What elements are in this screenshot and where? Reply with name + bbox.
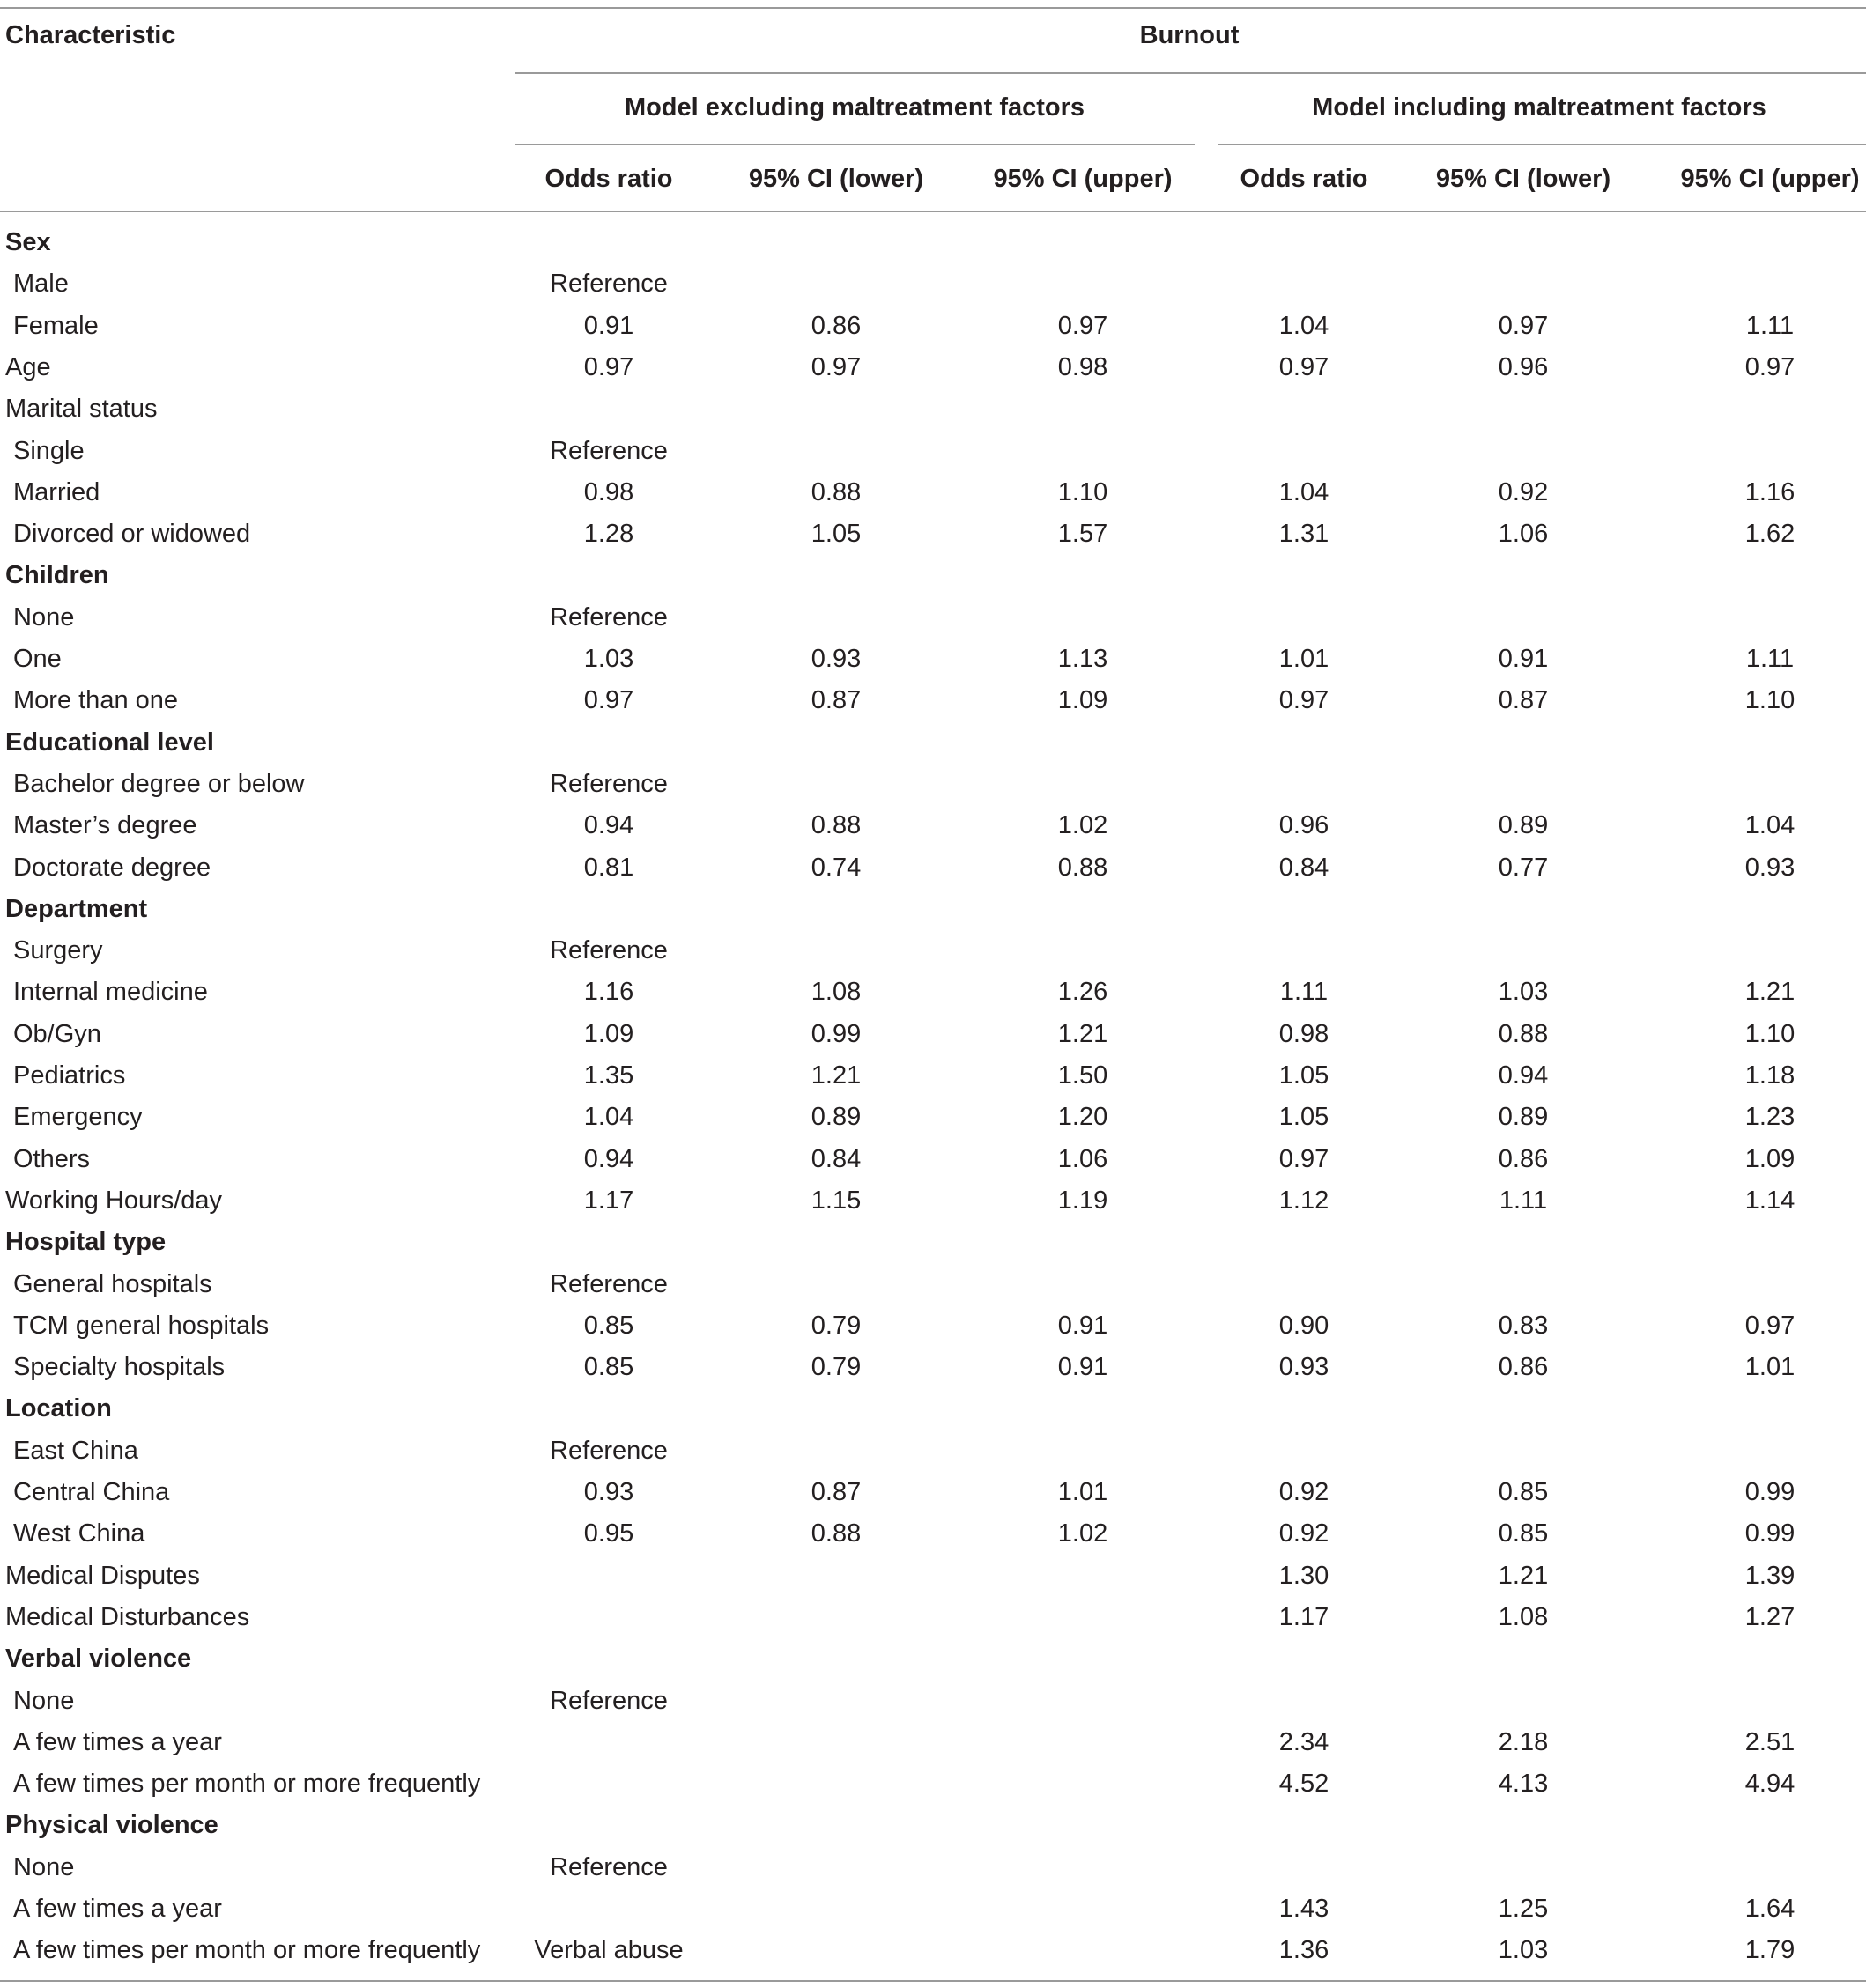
table-cell: 0.98 <box>1278 1020 1329 1048</box>
table-cell: 0.92 <box>1498 478 1549 506</box>
table-cell: 0.89 <box>1498 811 1549 839</box>
table-cell: 0.74 <box>811 854 862 882</box>
table-cell: 1.62 <box>1744 520 1796 548</box>
table-cell: Reference <box>550 1853 668 1881</box>
table-cell: 0.97 <box>1744 1312 1796 1340</box>
table-cell: 1.21 <box>1744 978 1796 1006</box>
table-cell: 1.28 <box>583 520 634 548</box>
table-cell: 1.09 <box>583 1020 634 1048</box>
table-cell: 0.95 <box>583 1519 634 1548</box>
table-cell: 1.11 <box>1745 312 1795 340</box>
table-cell: 0.86 <box>1498 1145 1549 1173</box>
table-cell: 1.01 <box>1744 1353 1796 1381</box>
row-label: Married <box>13 478 100 506</box>
table-cell: 1.14 <box>1744 1186 1796 1215</box>
table-cell: 1.21 <box>1057 1020 1108 1048</box>
table-cell: 0.93 <box>1744 854 1796 882</box>
section-label: Educational level <box>5 728 214 757</box>
table-cell: 0.83 <box>1498 1312 1549 1340</box>
row-label: Working Hours/day <box>5 1186 223 1215</box>
table-cell: 0.91 <box>1057 1353 1108 1381</box>
header-col-ci-lower-incl: 95% CI (lower) <box>1435 165 1611 193</box>
table-cell: 1.05 <box>1278 1103 1329 1131</box>
table-cell: 1.06 <box>1057 1145 1108 1173</box>
table-cell: 0.87 <box>811 686 862 714</box>
section-label: Department <box>5 895 148 923</box>
row-label: Marital status <box>5 395 158 423</box>
table-cell: 1.36 <box>1278 1936 1329 1964</box>
table-cell: 0.97 <box>1744 353 1796 381</box>
table-cell: 0.97 <box>811 353 862 381</box>
table-cell: Reference <box>550 936 668 964</box>
table-cell: 2.51 <box>1744 1728 1796 1756</box>
row-label: Master’s degree <box>13 811 197 839</box>
row-label: Bachelor degree or below <box>13 770 305 798</box>
table-cell: 0.79 <box>811 1312 862 1340</box>
table-cell: 1.25 <box>1498 1895 1549 1923</box>
row-label: West China <box>13 1519 145 1548</box>
model-excluding-underline <box>515 144 1195 145</box>
table-cell: 1.21 <box>1498 1562 1549 1590</box>
header-col-ci-upper-incl: 95% CI (upper) <box>1680 165 1860 193</box>
table-cell: 1.03 <box>1498 1936 1549 1964</box>
header-col-odds-ratio-incl: Odds ratio <box>1240 165 1368 193</box>
header-model-including: Model including maltreatment factors <box>1312 93 1766 122</box>
header-characteristic: Characteristic <box>5 21 176 49</box>
table-cell: Reference <box>550 1270 668 1298</box>
table-cell: 1.18 <box>1744 1061 1796 1090</box>
table-cell: 0.99 <box>1744 1519 1796 1548</box>
table-cell: 0.99 <box>811 1020 862 1048</box>
section-label: Children <box>5 561 109 589</box>
table-cell: 1.11 <box>1745 645 1795 673</box>
table-cell: 1.03 <box>1498 978 1549 1006</box>
table-cell: 1.09 <box>1057 686 1108 714</box>
header-col-ci-upper-excl: 95% CI (upper) <box>993 165 1173 193</box>
table-cell: 0.89 <box>811 1103 862 1131</box>
table-cell: 1.57 <box>1057 520 1108 548</box>
table-cell: 0.97 <box>1278 353 1329 381</box>
row-label: A few times a year <box>13 1728 222 1756</box>
table-cell: 0.91 <box>1057 1312 1108 1340</box>
row-label: Doctorate degree <box>13 854 211 882</box>
row-label: Divorced or widowed <box>13 520 251 548</box>
table-cell: 1.64 <box>1744 1895 1796 1923</box>
table-bottom-rule <box>0 1980 1866 1982</box>
table-cell: Reference <box>550 437 668 465</box>
table-cell: 1.26 <box>1057 978 1108 1006</box>
header-burnout: Burnout <box>1139 21 1240 49</box>
row-label: More than one <box>13 686 179 714</box>
table-top-rule <box>0 7 1866 9</box>
table-cell: 0.96 <box>1278 811 1329 839</box>
table-cell: 1.35 <box>583 1061 634 1090</box>
table-cell: 4.94 <box>1744 1770 1796 1798</box>
table-cell: 0.99 <box>1744 1478 1796 1506</box>
table-cell: 0.94 <box>583 811 634 839</box>
table-cell: 0.98 <box>1057 353 1108 381</box>
row-label: Internal medicine <box>13 978 208 1006</box>
table-cell: 1.20 <box>1057 1103 1108 1131</box>
table-cell: 0.97 <box>1278 686 1329 714</box>
section-label: Hospital type <box>5 1228 167 1256</box>
row-label: Female <box>13 312 99 340</box>
table-cell: 0.91 <box>1498 645 1549 673</box>
table-cell: 0.96 <box>1498 353 1549 381</box>
table-cell: Reference <box>550 270 668 298</box>
table-cell: 0.97 <box>583 353 634 381</box>
row-label: Medical Disturbances <box>5 1603 250 1631</box>
row-label: A few times per month or more frequently <box>13 1770 481 1798</box>
table-cell: 0.87 <box>1498 686 1549 714</box>
table-cell: 1.16 <box>583 978 634 1006</box>
header-model-excluding: Model excluding maltreatment factors <box>624 93 1085 122</box>
header-col-ci-lower-excl: 95% CI (lower) <box>748 165 924 193</box>
header-bottom-rule <box>0 211 1866 212</box>
table-cell: 4.13 <box>1498 1770 1549 1798</box>
section-label: Sex <box>5 228 51 256</box>
row-label: General hospitals <box>13 1270 212 1298</box>
table-cell: 0.85 <box>583 1312 634 1340</box>
table-cell: 1.12 <box>1278 1186 1329 1215</box>
table-cell: 0.86 <box>811 312 862 340</box>
row-label: A few times a year <box>13 1895 222 1923</box>
row-label: East China <box>13 1437 138 1465</box>
table-cell: 1.27 <box>1744 1603 1796 1631</box>
table-cell: 1.04 <box>1278 478 1329 506</box>
table-cell: 1.23 <box>1744 1103 1796 1131</box>
table-cell: 1.08 <box>811 978 862 1006</box>
table-cell: 1.15 <box>811 1186 862 1215</box>
table-cell: 1.10 <box>1057 478 1108 506</box>
row-label: Pediatrics <box>13 1061 126 1090</box>
table-cell: 0.85 <box>583 1353 634 1381</box>
header-col-odds-ratio-excl: Odds ratio <box>544 165 673 193</box>
table-cell: 1.50 <box>1057 1061 1108 1090</box>
table-cell: 0.85 <box>1498 1519 1549 1548</box>
table-cell: 1.05 <box>811 520 862 548</box>
row-label: Ob/Gyn <box>13 1020 101 1048</box>
table-cell: 0.84 <box>1278 854 1329 882</box>
table-cell: 0.88 <box>1498 1020 1549 1048</box>
burnout-underline <box>515 72 1866 74</box>
row-label: One <box>13 645 62 673</box>
table-cell: 1.11 <box>1499 1186 1548 1215</box>
table-cell: 1.21 <box>811 1061 862 1090</box>
row-label: TCM general hospitals <box>13 1312 270 1340</box>
table-cell: 0.90 <box>1278 1312 1329 1340</box>
table-cell: 1.05 <box>1278 1061 1329 1090</box>
table-cell: 0.98 <box>583 478 634 506</box>
table-cell: 1.19 <box>1057 1186 1108 1215</box>
table-cell: Verbal abuse <box>534 1936 684 1964</box>
table-cell: 1.06 <box>1498 520 1549 548</box>
model-including-underline <box>1218 144 1866 145</box>
table-cell: Reference <box>550 1437 668 1465</box>
table-cell: 0.94 <box>1498 1061 1549 1090</box>
table-cell: 1.10 <box>1744 686 1796 714</box>
table-cell: 0.84 <box>811 1145 862 1173</box>
table-cell: Reference <box>550 1687 668 1715</box>
section-label: Location <box>5 1394 112 1423</box>
table-cell: 0.92 <box>1278 1478 1329 1506</box>
table-cell: 0.97 <box>1278 1145 1329 1173</box>
row-label: Central China <box>13 1478 170 1506</box>
table-cell: 1.03 <box>583 645 634 673</box>
table-cell: 0.92 <box>1278 1519 1329 1548</box>
table-cell: Reference <box>550 603 668 632</box>
table-cell: 0.86 <box>1498 1353 1549 1381</box>
row-label: A few times per month or more frequently <box>13 1936 481 1964</box>
table-cell: 1.04 <box>1744 811 1796 839</box>
table-cell: 0.97 <box>1057 312 1108 340</box>
table-cell: 1.17 <box>1278 1603 1329 1631</box>
table-cell: 2.34 <box>1278 1728 1329 1756</box>
row-label: Age <box>5 353 51 381</box>
table-cell: 1.16 <box>1744 478 1796 506</box>
row-label: None <box>13 603 75 632</box>
table-cell: 1.39 <box>1744 1562 1796 1590</box>
row-label: Others <box>13 1145 91 1173</box>
table-cell: 0.87 <box>811 1478 862 1506</box>
table-cell: 0.91 <box>583 312 634 340</box>
table-cell: 0.81 <box>583 854 634 882</box>
table-cell: 1.10 <box>1744 1020 1796 1048</box>
table-cell: 1.13 <box>1057 645 1108 673</box>
table-cell: 0.93 <box>583 1478 634 1506</box>
row-label: Emergency <box>13 1103 143 1131</box>
table-cell: 0.88 <box>1057 854 1108 882</box>
table-cell: 0.97 <box>583 686 634 714</box>
table-cell: 1.79 <box>1744 1936 1796 1964</box>
table-cell: 1.04 <box>583 1103 634 1131</box>
section-label: Verbal violence <box>5 1644 192 1673</box>
row-label: Male <box>13 270 69 298</box>
table-cell: 1.01 <box>1278 645 1329 673</box>
table-cell: 0.88 <box>811 1519 862 1548</box>
table-cell: 1.01 <box>1057 1478 1108 1506</box>
row-label: Single <box>13 437 85 465</box>
table-cell: 0.77 <box>1498 854 1549 882</box>
table-cell: 1.02 <box>1057 811 1108 839</box>
table-cell: 0.79 <box>811 1353 862 1381</box>
table-cell: 0.88 <box>811 478 862 506</box>
row-label: Medical Disputes <box>5 1562 200 1590</box>
row-label: None <box>13 1687 75 1715</box>
table-cell: 1.30 <box>1278 1562 1329 1590</box>
table-cell: 0.88 <box>811 811 862 839</box>
table-cell: 1.08 <box>1498 1603 1549 1631</box>
table-cell: 0.85 <box>1498 1478 1549 1506</box>
row-label: None <box>13 1853 75 1881</box>
row-label: Surgery <box>13 936 103 964</box>
table-cell: 1.02 <box>1057 1519 1108 1548</box>
table-cell: 1.11 <box>1279 978 1329 1006</box>
table-cell: 1.43 <box>1278 1895 1329 1923</box>
row-label: Specialty hospitals <box>13 1353 226 1381</box>
table-cell: 1.17 <box>583 1186 634 1215</box>
section-label: Physical violence <box>5 1811 218 1839</box>
table-cell: 2.18 <box>1498 1728 1549 1756</box>
table-cell: 4.52 <box>1278 1770 1329 1798</box>
table-cell: 0.94 <box>583 1145 634 1173</box>
table-cell: 1.31 <box>1278 520 1329 548</box>
table-cell: 1.09 <box>1744 1145 1796 1173</box>
table-cell: 0.97 <box>1498 312 1549 340</box>
table-cell: Reference <box>550 770 668 798</box>
table-cell: 0.93 <box>1278 1353 1329 1381</box>
table-cell: 0.93 <box>811 645 862 673</box>
table-cell: 1.04 <box>1278 312 1329 340</box>
table-cell: 0.89 <box>1498 1103 1549 1131</box>
